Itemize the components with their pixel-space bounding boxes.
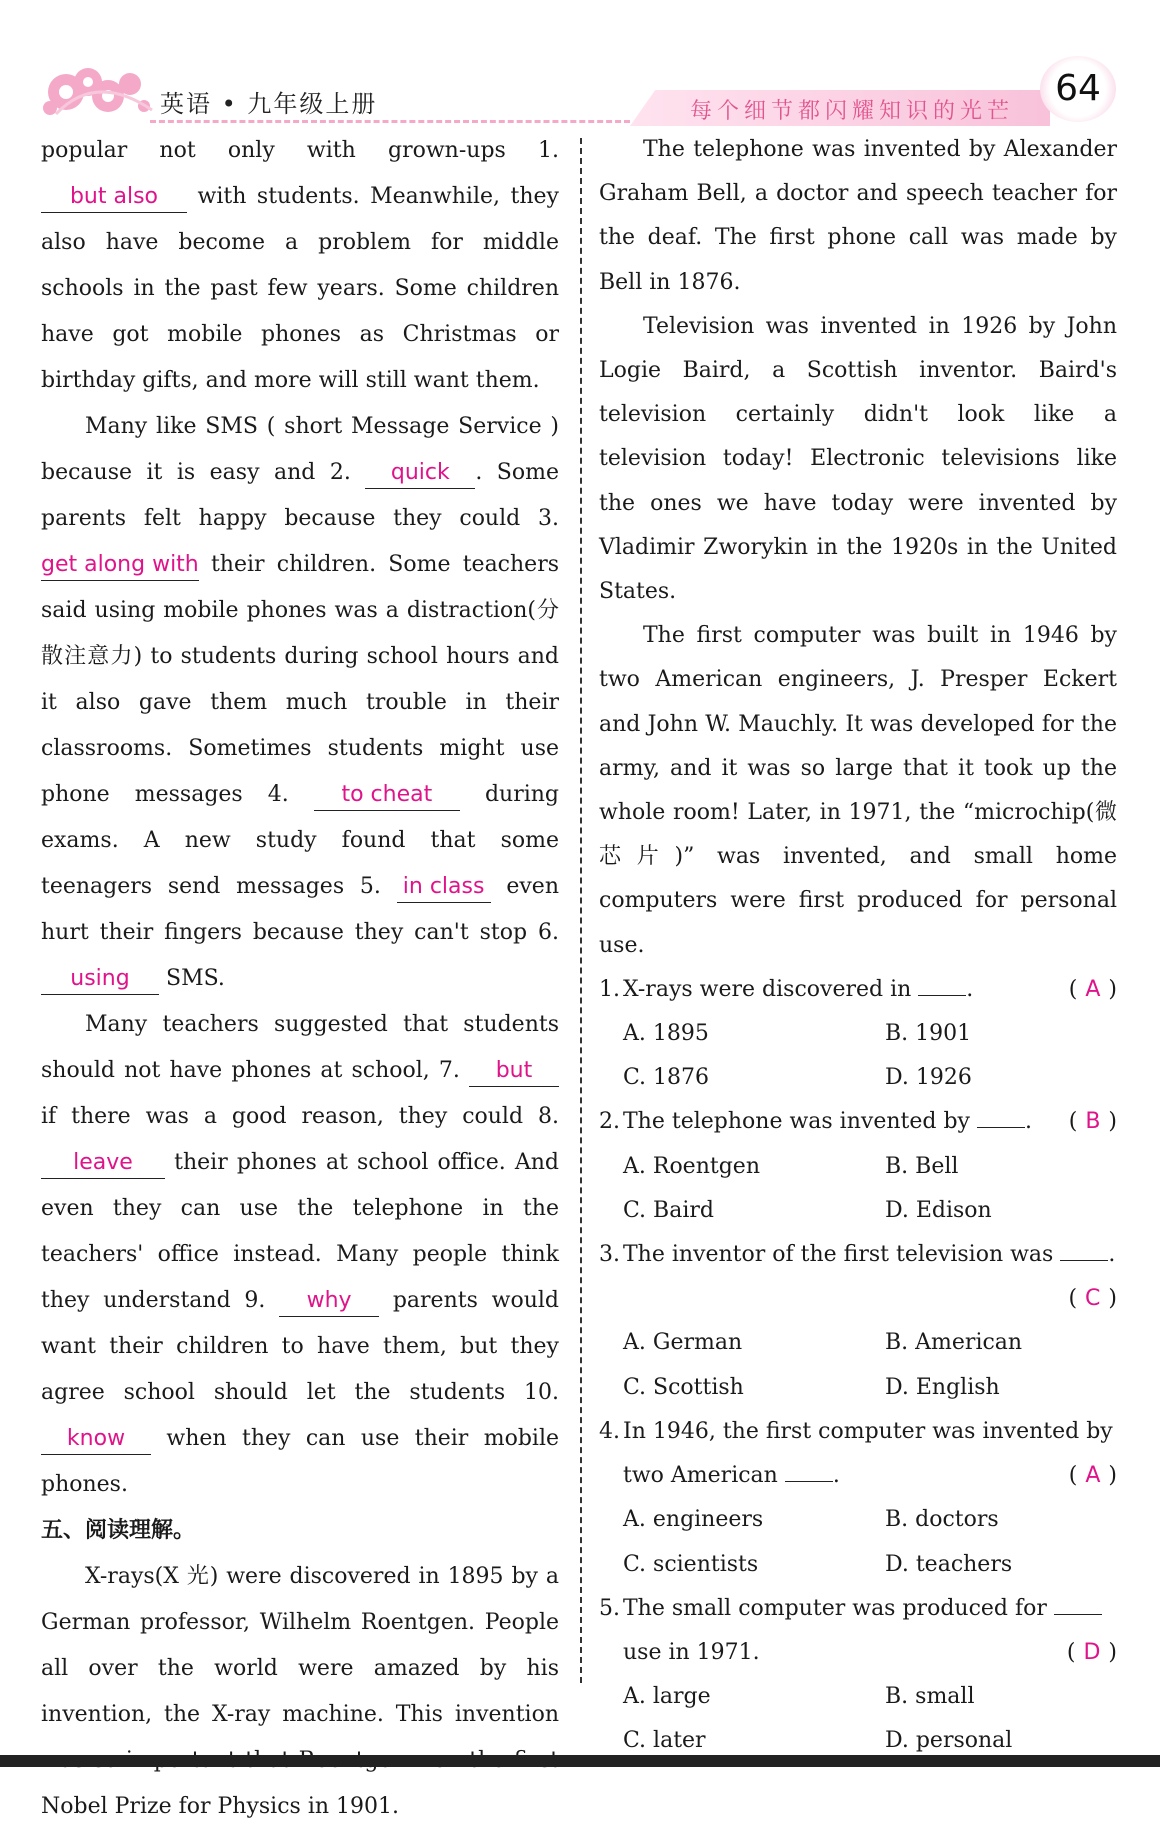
- option: C. 1876: [623, 1065, 710, 1091]
- option: D. English: [885, 1374, 1000, 1400]
- option: A. engineers: [623, 1507, 764, 1533]
- answer-letter: D: [1083, 1639, 1101, 1665]
- answer-mark: ( D ): [1066, 1639, 1117, 1665]
- answer-blank-8: leave: [41, 1148, 165, 1179]
- question-2: 2. The telephone was invented by . ( B ) A. Roentgen B. Bell C. Baird D. Edison: [599, 1100, 1117, 1233]
- option: D. 1926: [885, 1065, 972, 1091]
- option: A. German: [623, 1330, 743, 1356]
- question-1: 1. X-rays were discovered in . ( A ) A. 1895 B. 1901 C. 1876 D. 1926: [599, 968, 1117, 1101]
- answer-letter: B: [1085, 1109, 1101, 1135]
- question-3: 3. The inventor of the first television was . ( C ) A. German B. American C. Scottish D. English: [599, 1233, 1117, 1410]
- option: B. 1901: [885, 1021, 972, 1047]
- question-blank: [1060, 1260, 1108, 1261]
- option: B. American: [885, 1330, 1023, 1356]
- option: B. doctors: [885, 1507, 999, 1533]
- option: B. small: [885, 1684, 975, 1710]
- answer-blank-6: using: [41, 964, 159, 995]
- answer-blank-10: know: [41, 1424, 151, 1455]
- answer-blank-7: but: [469, 1056, 559, 1087]
- bottom-bar: [0, 1755, 1160, 1767]
- answer-blank-3: get along with: [41, 550, 199, 581]
- question-blank: [785, 1481, 833, 1482]
- answer-blank-1: but also: [41, 182, 187, 213]
- option: A. large: [623, 1684, 711, 1710]
- left-column: [41, 128, 559, 1830]
- option: A. Roentgen: [623, 1153, 760, 1179]
- book-title: 英语 • 九年级上册: [160, 90, 378, 118]
- question-5: 5. The small computer was produced for use in 1971. ( D ) A. large B. small C. later D. personal: [599, 1587, 1117, 1764]
- flower-ornament-icon: [36, 52, 156, 124]
- column-divider: [580, 138, 582, 1683]
- right-paragraph-3: The first computer was built in 1946 by two American engineers, J. Presper Eckert and John W. Mauchly. It was developed for the army, and it was so large that it took up the whole room! Later, in 1971, the “microchip(微芯片)” was invented, and small home computers were first produced for personal use.: [599, 623, 1117, 958]
- right-paragraph-1: The telephone was invented by Alexander Graham Bell, a doctor and speech teacher for the deaf. The first phone call was made by Bell in 1876.: [599, 137, 1117, 295]
- answer-mark: ( C ): [1068, 1286, 1117, 1312]
- right-column: [599, 128, 1117, 1764]
- option: D. Edison: [885, 1197, 992, 1223]
- option: C. later: [623, 1728, 706, 1754]
- page-number: 64: [1040, 56, 1116, 122]
- option: C. Baird: [623, 1197, 714, 1223]
- left-paragraph-2: Many like SMS ( short Message Service ) because it is easy and 2. quick . Some parents felt happy because they could 3. get along with their children. Some teachers said using mobile phones was a distraction(分散注意力) to students during school hours and it also gave them much trouble in their classrooms. Sometimes students might use phone messages 4. to cheat during exams. A new study found that some teenagers send messages 5. in class even hurt their fingers because they can't stop 6. using SMS.: [41, 404, 559, 1002]
- question-blank: [977, 1127, 1025, 1128]
- left-paragraph-4: X-rays(X 光) were discovered in 1895 by a German professor, Wilhelm Roentgen. People all over the world were amazed by his invention, the X-ray machine. This invention Nobel Prize for Physics in 1901.: [41, 1564, 559, 1819]
- option: D. personal: [885, 1728, 1013, 1754]
- question-4: 4. In 1946, the first computer was invented by two American . ( A ) A. engineers B. doctors C. scientists D. teachers: [599, 1410, 1117, 1587]
- answer-letter: C: [1085, 1286, 1101, 1312]
- answer-letter: A: [1085, 976, 1101, 1002]
- answer-mark: ( B ): [1068, 1109, 1117, 1135]
- question-blank: [1054, 1614, 1102, 1615]
- answer-blank-4: to cheat: [314, 780, 460, 811]
- question-blank: [918, 995, 966, 996]
- answer-blank-5: in class: [397, 872, 491, 903]
- option: C. Scottish: [623, 1374, 744, 1400]
- answer-mark: ( A ): [1068, 1462, 1117, 1488]
- option: D. teachers: [885, 1551, 1013, 1577]
- answer-blank-9: why: [279, 1286, 379, 1317]
- option: A. 1895: [623, 1021, 709, 1047]
- left-paragraph-1: popular not only with grown-ups 1. but also with students. Meanwhile, they also have become a problem for middle schools in the past few years. Some children have got mobile phones as Christmas or birthday gifts, and more will still want them.: [41, 138, 559, 393]
- slogan-text: 每个细节都闪耀知识的光芒: [690, 99, 1015, 124]
- answer-blank-2: quick: [365, 458, 475, 489]
- option: C. scientists: [623, 1551, 759, 1577]
- section-title: 五、阅读理解。: [41, 1518, 196, 1543]
- right-paragraph-2: Television was invented in 1926 by John Logie Baird, a Scottish inventor. Baird's television certainly didn't look like a television today! Electronic televisions like the ones we have today were invented by Vladimir Zworykin in the 1920s in the United States.: [599, 313, 1117, 605]
- option: B. Bell: [885, 1153, 959, 1179]
- page-header: [0, 0, 1160, 130]
- left-paragraph-3: Many teachers suggested that students should not have phones at school, 7. but if there was a good reason, they could 8. leave their phones at school office. And even they can use the telephone in the teachers' office instead. Many people think they understand 9. why parents would want their children to have them, but they agree school should let the students 10. know when they can use their mobile phones.: [41, 1012, 560, 1497]
- header-divider: [150, 120, 630, 123]
- answer-letter: A: [1085, 1462, 1101, 1488]
- answer-mark: ( A ): [1068, 976, 1117, 1002]
